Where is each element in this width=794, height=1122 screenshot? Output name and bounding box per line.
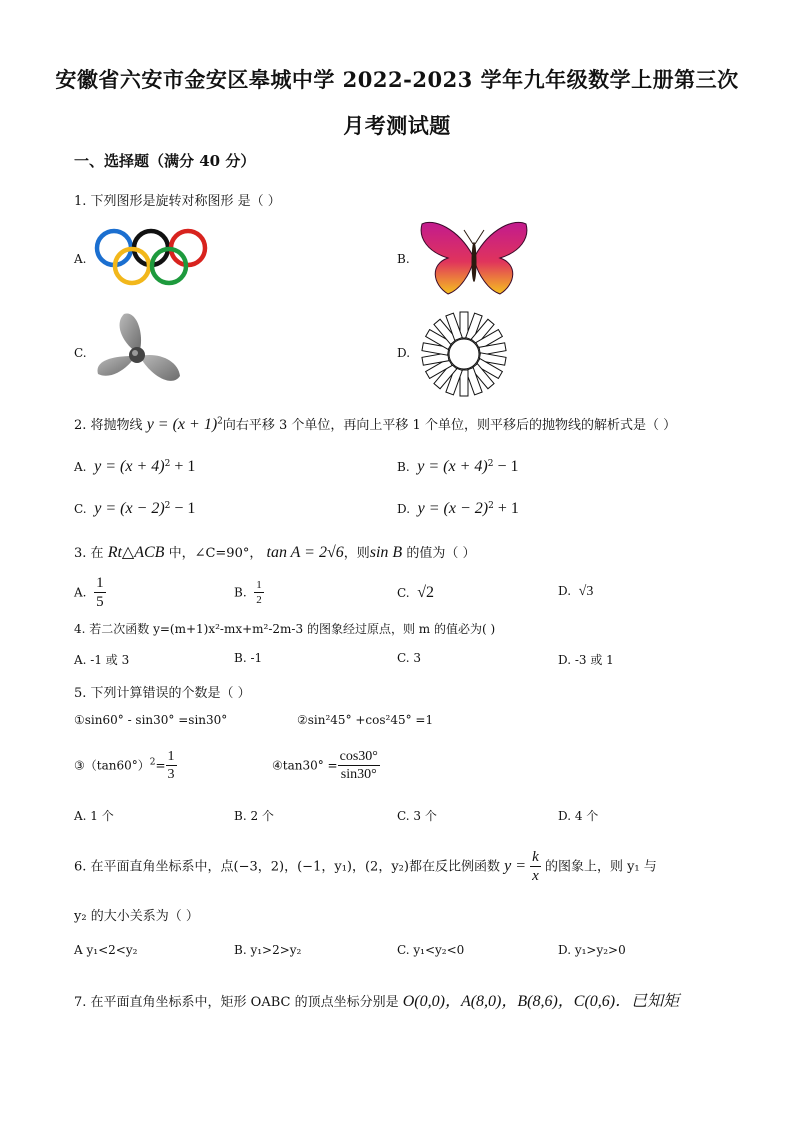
butterfly-icon bbox=[418, 218, 530, 300]
q3-option-b bbox=[234, 580, 264, 606]
q7-stem-text: 7. 在平面直角坐标系中，矩形 OABC 的顶点坐标分别是 bbox=[74, 995, 399, 1010]
q4-option-d: D. -3 或 1 bbox=[558, 653, 614, 667]
q5-i4-fraction bbox=[338, 750, 380, 782]
q4-option-a: A. -1 或 3 bbox=[74, 653, 130, 667]
q2-c-sq: 2 bbox=[164, 501, 171, 511]
q5-option-a: A. 1 个 bbox=[74, 809, 114, 823]
q7-coords: O(0,0)，A(8,0)，B(8,6)，C(0,6)．已知矩 bbox=[402, 993, 680, 1010]
question-6-stem bbox=[74, 850, 657, 884]
q2-c-expr: y = (x − 2) bbox=[94, 500, 165, 517]
q3-b-num: 1 bbox=[256, 579, 262, 591]
q6-stem-text: 6. 在平面直角坐标系中，点(−3，2)，(−1，y₁)，(2，y₂)都在反比例函数 bbox=[74, 859, 500, 875]
q5-item-1: ①sin60° - sin30° =sin30° bbox=[74, 713, 228, 727]
q2-a-expr: y = (x + 4) bbox=[94, 458, 165, 475]
q2-b-sq: 2 bbox=[487, 459, 494, 469]
q6-option-c: C. y₁<y₂<0 bbox=[397, 943, 465, 957]
question-5-stem: 5. 下列计算错误的个数是（ ） bbox=[74, 686, 251, 701]
q2-c-tail: − 1 bbox=[170, 500, 196, 517]
question-3-stem bbox=[74, 542, 475, 562]
section-heading: 一、选择题（满分 40 分） bbox=[74, 152, 256, 170]
q6-tail: 的图象上，则 y₁ 与 bbox=[544, 859, 657, 875]
question-7-stem bbox=[74, 988, 679, 1011]
q5-item-4 bbox=[272, 750, 380, 782]
q3-pre: 3. 在 bbox=[74, 546, 104, 561]
q2-exponent: 2 bbox=[217, 416, 223, 427]
q1-option-a-label: A. bbox=[74, 252, 87, 266]
q5-i3-eq: = bbox=[155, 758, 166, 773]
q1-option-d-label: D. bbox=[397, 346, 411, 360]
q2-d-sq: 2 bbox=[488, 501, 494, 511]
q6-line-2: y₂ 的大小关系为（ ） bbox=[74, 909, 199, 924]
q2-rest: 向右平移 3 个单位，再向上平移 1 个单位，则平移后的抛物线的解析式是（ ） bbox=[222, 418, 677, 433]
q2-d-tail: + 1 bbox=[493, 500, 519, 517]
q2-option-a bbox=[74, 458, 195, 476]
q5-item-3 bbox=[74, 750, 177, 782]
q5-i4-num: cos30° bbox=[339, 749, 378, 764]
q3-mid: 中，∠C=90°， bbox=[164, 546, 263, 561]
radial-rectangles-icon bbox=[418, 310, 510, 398]
question-4-stem: 4. 若二次函数 y=(m+1)x²-mx+m²-2m-3 的图象经过原点，则 m 的值必为( ) bbox=[74, 622, 496, 636]
page-title-line1: 安徽省六安市金安区皋城中学 2022-2023 学年九年级数学上册第三次 bbox=[55, 67, 739, 92]
q2-c-label: C. bbox=[74, 502, 87, 516]
page-title-line2: 月考测试题 bbox=[343, 113, 451, 138]
q3-a-fraction bbox=[94, 576, 106, 610]
q3-b-fraction bbox=[254, 580, 264, 606]
q1-option-b-label: B. bbox=[397, 252, 410, 266]
q2-option-c bbox=[74, 500, 195, 518]
q2-option-d bbox=[397, 500, 519, 518]
q2-expression: y = (x + 1) bbox=[146, 416, 218, 433]
q5-i3-pre: ③（tan60°） bbox=[74, 758, 150, 773]
q3-option-a bbox=[74, 576, 106, 610]
q2-a-sq: 2 bbox=[164, 459, 171, 469]
q2-b-tail: − 1 bbox=[493, 458, 519, 475]
q3-triangle: Rt△ACB bbox=[107, 544, 165, 561]
q5-i3-fraction bbox=[166, 750, 177, 782]
q5-i4-pre: ④tan30° = bbox=[272, 758, 338, 773]
q3-post: ，则 bbox=[343, 546, 370, 561]
q3-d-value: √3 bbox=[578, 584, 594, 599]
q2-d-expr: y = (x − 2) bbox=[417, 500, 489, 517]
q2-a-tail: + 1 bbox=[170, 458, 196, 475]
q3-tan: tan A = 2√6 bbox=[266, 544, 344, 561]
q6-option-b: B. y₁>2>y₂ bbox=[234, 943, 302, 957]
q2-option-b bbox=[397, 458, 519, 476]
q3-option-d bbox=[558, 584, 593, 600]
q2-number: 2. 将抛物线 bbox=[74, 418, 143, 433]
q3-end: 的值为（ ） bbox=[402, 546, 476, 561]
q6-option-a: A y₁<2<y₂ bbox=[74, 943, 138, 957]
q5-i3-num: 1 bbox=[167, 749, 175, 764]
q5-i4-den: sin30° bbox=[340, 767, 377, 782]
q6-den: x bbox=[532, 868, 539, 884]
q3-c-label: C. bbox=[397, 586, 410, 600]
q3-b-label: B. bbox=[234, 585, 247, 600]
fan-propeller-icon bbox=[92, 312, 184, 396]
q1-option-c-label: C. bbox=[74, 346, 87, 360]
q2-b-expr: y = (x + 4) bbox=[417, 458, 488, 475]
q4-option-b: B. -1 bbox=[234, 651, 263, 665]
q6-func: y = bbox=[504, 857, 526, 875]
q3-b-den: 2 bbox=[256, 594, 262, 606]
olympic-rings-icon bbox=[92, 228, 210, 288]
q6-num: k bbox=[532, 849, 539, 865]
question-1-stem: 1. 下列图形是旋转对称图形 是（ ） bbox=[74, 194, 281, 209]
q3-sin: sin B bbox=[369, 544, 403, 561]
q3-a-den: 5 bbox=[96, 594, 104, 610]
q3-a-label: A. bbox=[74, 585, 87, 600]
q5-option-b: B. 2 个 bbox=[234, 809, 274, 823]
question-2-stem bbox=[74, 414, 676, 434]
q5-item-2: ②sin²45° +cos²45° =1 bbox=[297, 713, 434, 727]
q5-i3-den: 3 bbox=[167, 767, 175, 782]
q2-d-label: D. bbox=[397, 502, 411, 516]
q3-option-c bbox=[397, 584, 434, 602]
q3-a-num: 1 bbox=[96, 575, 104, 591]
q4-option-c: C. 3 bbox=[397, 651, 422, 665]
q3-c-value: √2 bbox=[417, 584, 434, 601]
q5-option-d: D. 4 个 bbox=[558, 809, 599, 823]
q6-fraction bbox=[530, 850, 541, 884]
q2-a-label: A. bbox=[74, 460, 87, 474]
q5-i3-exp: 2 bbox=[149, 757, 156, 768]
q6-option-d: D. y₁>y₂>0 bbox=[558, 943, 626, 957]
q5-option-c: C. 3 个 bbox=[397, 809, 437, 823]
q2-b-label: B. bbox=[397, 460, 410, 474]
q3-d-label: D. bbox=[558, 584, 572, 598]
